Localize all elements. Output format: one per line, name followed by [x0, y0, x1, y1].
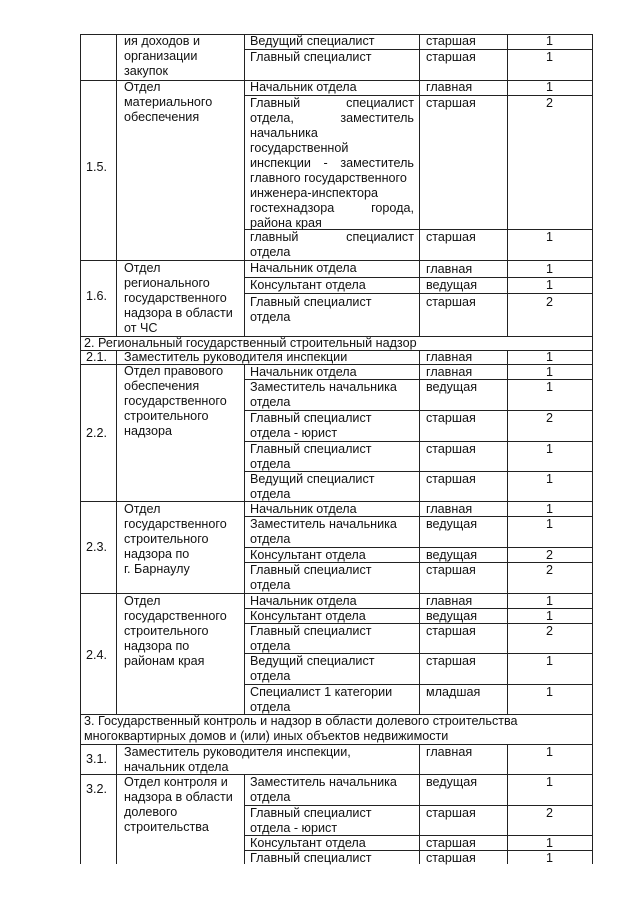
staff-count: 1 — [545, 654, 553, 668]
position-group: главная — [426, 745, 473, 759]
row-number: 1.5. — [86, 160, 108, 174]
grid-line — [116, 744, 117, 864]
org-line: Отдел контроля и — [124, 775, 228, 789]
position-title: Консультант отдела — [250, 836, 366, 850]
title-line: начальника — [250, 126, 318, 140]
org-line: надзора по — [124, 547, 190, 561]
org-line: государственного — [124, 609, 227, 623]
staff-count: 1 — [545, 80, 553, 94]
position-group: ведущая — [426, 380, 478, 394]
org-line: долевого — [124, 805, 178, 819]
org-name — [124, 745, 351, 775]
title-line: Главный специалист — [250, 624, 372, 638]
grid-line — [419, 744, 420, 864]
position-group: главная — [426, 80, 473, 94]
position-group: главная — [426, 262, 473, 276]
title-line: отдела — [250, 669, 291, 683]
staff-count: 1 — [545, 472, 553, 486]
grid-line — [80, 34, 81, 864]
staff-count: 2 — [545, 548, 553, 562]
org-line: строительного — [124, 409, 209, 423]
org-name — [124, 34, 200, 79]
org-line: Отдел — [124, 80, 161, 94]
staff-count: 1 — [545, 365, 553, 379]
title-line: Заместитель начальника — [250, 380, 397, 394]
title-line: Специалист 1 категории — [250, 685, 393, 699]
staff-count: 1 — [545, 609, 553, 623]
org-line: Отдел — [124, 594, 161, 608]
title-line: Главный специалист — [250, 411, 372, 425]
staff-count: 1 — [545, 50, 553, 64]
row-number: 2.1. — [86, 350, 108, 364]
org-line: обеспечения — [124, 110, 200, 124]
org-line: закупок — [124, 64, 169, 78]
title-line: Заместитель начальника — [250, 517, 397, 531]
org-line: надзора — [124, 424, 172, 438]
position-title — [250, 411, 372, 441]
position-group: старшая — [426, 836, 476, 850]
org-name — [124, 502, 227, 577]
grid-line — [116, 350, 117, 714]
org-line: государственного — [124, 517, 227, 531]
org-line: Отдел — [124, 502, 161, 516]
title-line: инженера-инспектора — [250, 186, 378, 200]
grid-line — [419, 350, 420, 714]
title-line: отдела - юрист — [250, 821, 338, 835]
title-line: Главный специалист — [250, 563, 372, 577]
staff-count: 1 — [545, 230, 553, 244]
position-title: Начальник отдела — [250, 365, 357, 379]
position-title — [250, 685, 392, 715]
org-line: районам края — [124, 654, 205, 668]
staff-count: 2 — [545, 96, 553, 110]
org-name — [124, 594, 227, 669]
position-group: ведущая — [426, 609, 478, 623]
title-line: Главный специалист — [250, 442, 372, 456]
org-line: организации — [124, 49, 198, 63]
title-line: отдела - юрист — [250, 426, 338, 440]
org-name — [124, 80, 212, 125]
position-group: ведущая — [426, 548, 478, 562]
row-number: 2.3. — [86, 540, 108, 554]
position-title: Консультант отдела — [250, 609, 366, 623]
row-number: 1.6. — [86, 289, 108, 303]
staff-count: 1 — [545, 442, 553, 456]
staff-count: 1 — [545, 278, 553, 292]
position-group: главная — [426, 502, 473, 516]
section-heading-line: 3. Государственный контроль и надзор в области долевого строительства — [84, 714, 518, 728]
staff-count: 1 — [545, 851, 553, 865]
org-line: Заместитель руководителя инспекции, — [124, 745, 351, 759]
title-line: отдела — [250, 639, 291, 653]
position-title: Начальник отдела — [250, 261, 357, 275]
staff-count: 1 — [545, 517, 553, 531]
grid-line — [244, 364, 245, 714]
position-group: главная — [426, 365, 473, 379]
position-group: старшая — [426, 96, 476, 110]
title-line: Главный специалист — [250, 96, 414, 110]
staff-count: 1 — [545, 350, 553, 364]
staff-count: 1 — [545, 685, 553, 699]
title-line: Заместитель начальника — [250, 775, 397, 789]
position-group: старшая — [426, 654, 476, 668]
position-group: старшая — [426, 851, 476, 865]
position-group: ведущая — [426, 775, 478, 789]
title-line: инспекции - заместитель — [250, 156, 414, 170]
position-group: старшая — [426, 34, 476, 48]
title-line: отдела — [250, 700, 291, 714]
title-line: отдела — [250, 395, 291, 409]
title-line: главного государственного — [250, 171, 407, 185]
title-line: гостехнадзора города, — [250, 201, 414, 215]
staff-count: 1 — [545, 836, 553, 850]
position-group: старшая — [426, 411, 476, 425]
org-line: от ЧС — [124, 321, 158, 335]
title-line: отдела — [250, 245, 291, 259]
position-title: Консультант отдела — [250, 548, 366, 562]
staff-count: 1 — [545, 594, 553, 608]
staff-count: 1 — [545, 262, 553, 276]
staff-count: 1 — [545, 745, 553, 759]
row-number: 3.1. — [86, 752, 108, 766]
org-line: строительного — [124, 624, 209, 638]
staff-count: 1 — [545, 502, 553, 516]
staff-count: 1 — [545, 775, 553, 789]
position-group: старшая — [426, 563, 476, 577]
position-title — [250, 472, 375, 502]
org-line: строительного — [124, 532, 209, 546]
position-title — [250, 654, 375, 684]
title-line: отдела — [250, 790, 291, 804]
position-title: Консультант отдела — [250, 278, 366, 292]
org-line: г. Барнаулу — [124, 562, 190, 576]
org-line: начальник отдела — [124, 760, 229, 774]
position-title: Начальник отдела — [250, 80, 357, 94]
org-line: материального — [124, 95, 213, 109]
position-group: главная — [426, 594, 473, 608]
position-title — [250, 295, 372, 325]
title-line: отдела, заместитель — [250, 111, 414, 125]
org-line: надзора в области — [124, 306, 233, 320]
row-number: 3.2. — [86, 782, 108, 796]
position-group: старшая — [426, 806, 476, 820]
title-line: государственной — [250, 141, 349, 155]
staff-count: 2 — [545, 295, 553, 309]
org-line: Отдел — [124, 261, 161, 275]
section-heading: 2. Региональный государственный строительный надзор — [84, 336, 417, 350]
title-line: Ведущий специалист — [250, 472, 375, 486]
title-line: отдела — [250, 578, 291, 592]
title-line: главный специалист — [250, 230, 414, 244]
title-line: отдела — [250, 532, 291, 546]
title-line: Главный специалист — [250, 806, 372, 820]
org-line: государственного — [124, 394, 227, 408]
position-title: Начальник отдела — [250, 502, 357, 516]
position-title: Главный специалист — [250, 50, 372, 64]
position-title — [250, 563, 372, 593]
section-heading — [84, 714, 518, 744]
grid-line — [244, 293, 593, 294]
position-group: ведущая — [426, 517, 478, 531]
org-line: надзора в области — [124, 790, 233, 804]
org-line: регионального — [124, 276, 210, 290]
org-line: надзора по — [124, 639, 190, 653]
position-title — [250, 230, 414, 260]
position-group: старшая — [426, 472, 476, 486]
org-name — [124, 261, 233, 336]
position-title — [250, 442, 372, 472]
position-title — [250, 806, 372, 836]
staff-count: 1 — [545, 34, 553, 48]
org-line: ия доходов и — [124, 34, 201, 48]
position-group: ведущая — [426, 278, 478, 292]
staff-count: 2 — [545, 411, 553, 425]
org-line: строительства — [124, 820, 209, 834]
title-line: Ведущий специалист — [250, 654, 375, 668]
position-group: главная — [426, 350, 473, 364]
org-name — [124, 364, 227, 439]
title-line: отдела — [250, 487, 291, 501]
position-title — [250, 624, 372, 654]
position-group: старшая — [426, 50, 476, 64]
staff-count: 2 — [545, 624, 553, 638]
org-line: Отдел правового — [124, 364, 224, 378]
title-line: Главный специалист — [250, 295, 372, 309]
staff-count: 2 — [545, 806, 553, 820]
title-line: района края — [250, 216, 322, 230]
position-group: старшая — [426, 295, 476, 309]
org-line: государственного — [124, 291, 227, 305]
row-number: 2.4. — [86, 648, 108, 662]
title-line: отдела — [250, 457, 291, 471]
position-group: младшая — [426, 685, 481, 699]
position-title: Ведущий специалист — [250, 34, 375, 48]
org-name — [124, 775, 233, 835]
staff-count: 2 — [545, 563, 553, 577]
position-title — [250, 517, 397, 547]
position-group: старшая — [426, 230, 476, 244]
position-title: Главный специалист — [250, 851, 372, 865]
position-title — [250, 380, 397, 410]
staff-count: 1 — [545, 380, 553, 394]
row-number: 2.2. — [86, 426, 108, 440]
position-group: старшая — [426, 624, 476, 638]
position-title — [250, 775, 397, 805]
position-title: Начальник отдела — [250, 594, 357, 608]
position-group: старшая — [426, 442, 476, 456]
org-name: Заместитель руководителя инспекции — [124, 350, 348, 364]
org-line: обеспечения — [124, 379, 200, 393]
position-title — [250, 96, 414, 231]
section-heading-line: многоквартирных домов и (или) иных объектов недвижимости — [84, 729, 449, 743]
grid-line — [592, 34, 593, 864]
title-line: отдела — [250, 310, 291, 324]
